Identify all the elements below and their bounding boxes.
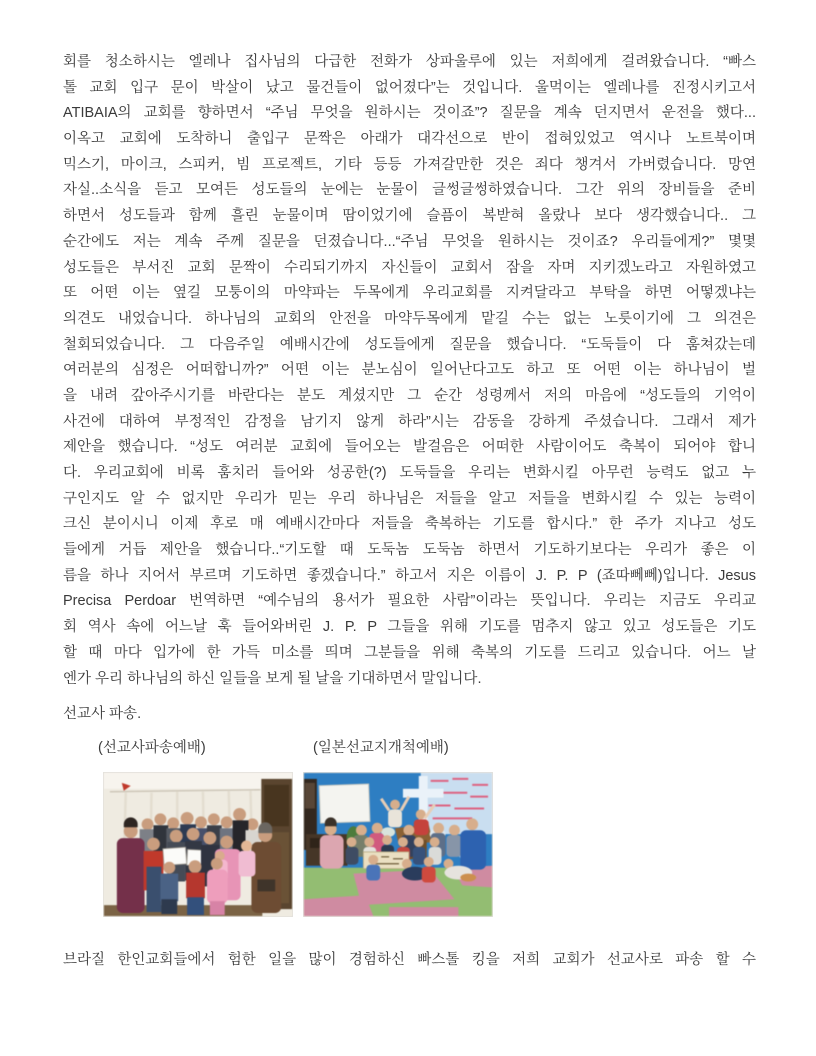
body-text-line: 철회되었습니다. 그 다음주일 예배시간에 성도들에게 질문을 했습니다. “도둑들이 다 훔쳐갔는데 bbox=[63, 336, 756, 353]
body-text-line: 구인지도 알 수 없지만 우리가 믿는 우리 하나님은 저들을 알고 저들을 변화시킬 수 있는 능력이 bbox=[63, 490, 756, 507]
left-photo-caption: (선교사파송예배) bbox=[98, 740, 206, 756]
body-text-line: 또 어떤 이는 옆길 모퉁이의 마약파는 두목에게 우리교회를 지켜달라고 부탁을 하면 어떻겠냐는 bbox=[63, 285, 756, 302]
right-photo-caption: (일본선교지개척예배) bbox=[313, 740, 449, 756]
section-heading: 선교사 파송. bbox=[63, 706, 142, 722]
body-text-line: 이옥고 교회에 도착하니 출입구 문짝은 아래가 대각선으로 반이 접혀있었고 역시나 노트북이며 bbox=[63, 131, 756, 148]
photo-captions-row bbox=[63, 736, 756, 762]
group-photo-church-illustration bbox=[304, 773, 492, 916]
body-text-line: 제안을 했습니다. “성도 여러분 교회에 들어오는 발걸음은 어떠한 사람이어도 축복이 되어야 합니 bbox=[63, 439, 756, 456]
body-text-line: 할 때 마다 입가에 한 가득 미소를 띄며 그분들을 위해 축복의 기도를 드리고 있습니다. 어느 날 bbox=[63, 644, 756, 661]
body-text-line: 회를 청소하시는 엘레나 집사님의 다급한 전화가 상파울루에 있는 저희에게 걸려왔습니다. “빠스 bbox=[63, 54, 756, 70]
body-text-line: 성도들은 부서진 교회 문짝이 수리되기까지 자신들이 교회서 잠을 자며 지키겠노라고 자원하였고 bbox=[63, 259, 756, 276]
body-text-line: 자실..소식을 듣고 모여든 성도들의 눈에는 눈물이 글썽글썽하였습니다. 그간 위의 장비들을 준비 bbox=[63, 182, 756, 199]
body-text-line: 사건에 대하여 부정적인 감정을 남기지 않게 하라”시는 감동을 강하게 주셨습니다. 그래서 제가 bbox=[63, 413, 756, 430]
body-text-line: 름을 하나 지어서 부르며 기도하면 좋겠습니다.” 하고서 지은 이름이 J. P. P (죠따뻬뻬)입니다. Jesus bbox=[63, 567, 756, 584]
group-photo-indoor-illustration bbox=[104, 773, 292, 916]
body-text-line: 다. 우리교회에 비록 훔치러 들어와 성공한(?) 도둑들을 우리는 변화시킬 아무런 능력도 없고 누 bbox=[63, 465, 756, 481]
body-text-line: ATIBAIA의 교회를 향하면서 “주님 무엇을 원하시는 것이죠”? 질문을 계속 던지면서 운전을 했다... bbox=[63, 105, 756, 122]
body-text-line: 톨 교회 입구 문이 박살이 났고 물건들이 없어졌다”는 것입니다. 울먹이는 엘레나를 진정시키고서 bbox=[63, 79, 756, 96]
body-text-line: 회 역사 속에 어느날 훅 들어와버린 J. P. P 그들을 위해 기도를 멈추지 않고 있고 성도들은 기도 bbox=[63, 619, 756, 636]
body-text-line: 하면서 성도들과 함께 흘린 눈물이며 땀이었기에 슬픔이 복받혀 올랐나 보다 생각했습니다.. 그 bbox=[63, 208, 756, 225]
body-text-line: 의견도 내었습니다. 하나님의 교회의 안전을 마약두목에게 맡길 수는 없는 노릇이기에 그 의견은 bbox=[63, 310, 756, 327]
body-text-line: 순간에도 저는 계속 주께 질문을 던졌습니다...“주님 무엇을 원하시는 것이죠? 우리들에게?” 몇몇 bbox=[63, 233, 756, 250]
missionary-sending-service-photo bbox=[103, 772, 293, 917]
body-text-line: 여러분의 심정은 어떠합니까?” 어떤 이는 분노심이 일어난다고도 하고 또 어떤 이는 하나님이 벌 bbox=[63, 362, 756, 379]
body-text-line: 을 내려 갚아주시기를 바란다는 분도 계셨지만 그 순간 성령께서 저의 마음에 “성도들의 기억이 bbox=[63, 387, 756, 404]
body-text-line: 엔가 우리 하나님의 하신 일들을 보게 될 날을 기대하면서 말입니다. bbox=[63, 670, 482, 687]
body-text-line: 들에게 거듭 제안을 했습니다..“기도할 때 도둑놈 도둑놈 하면서 기도하기보다는 우리가 좋은 이 bbox=[63, 542, 756, 559]
body-text-line: 믹스기, 마이크, 스피커, 빔 프로젝트, 기타 등등 가져갈만한 것은 죄다 챙겨서 가버렸습니다. 망연 bbox=[63, 156, 756, 173]
footer-paragraph-line: 브라질 한인교회들에서 험한 일을 많이 경험하신 빠스톨 킹을 저희 교회가 선교사로 파송 할 수 bbox=[63, 952, 756, 968]
body-paragraph bbox=[63, 50, 756, 692]
japan-mission-church-plant-photo bbox=[303, 772, 493, 917]
body-text-line: Precisa Perdoar 번역하면 “예수님의 용서가 필요한 사람”이라는 뜻입니다. 우리는 지금도 우리교 bbox=[63, 593, 756, 610]
body-text-line: 크신 분이시니 이제 후로 매 예배시간마다 저들을 축복하는 기도를 합시다.” 한 주가 지나고 성도 bbox=[63, 516, 756, 533]
